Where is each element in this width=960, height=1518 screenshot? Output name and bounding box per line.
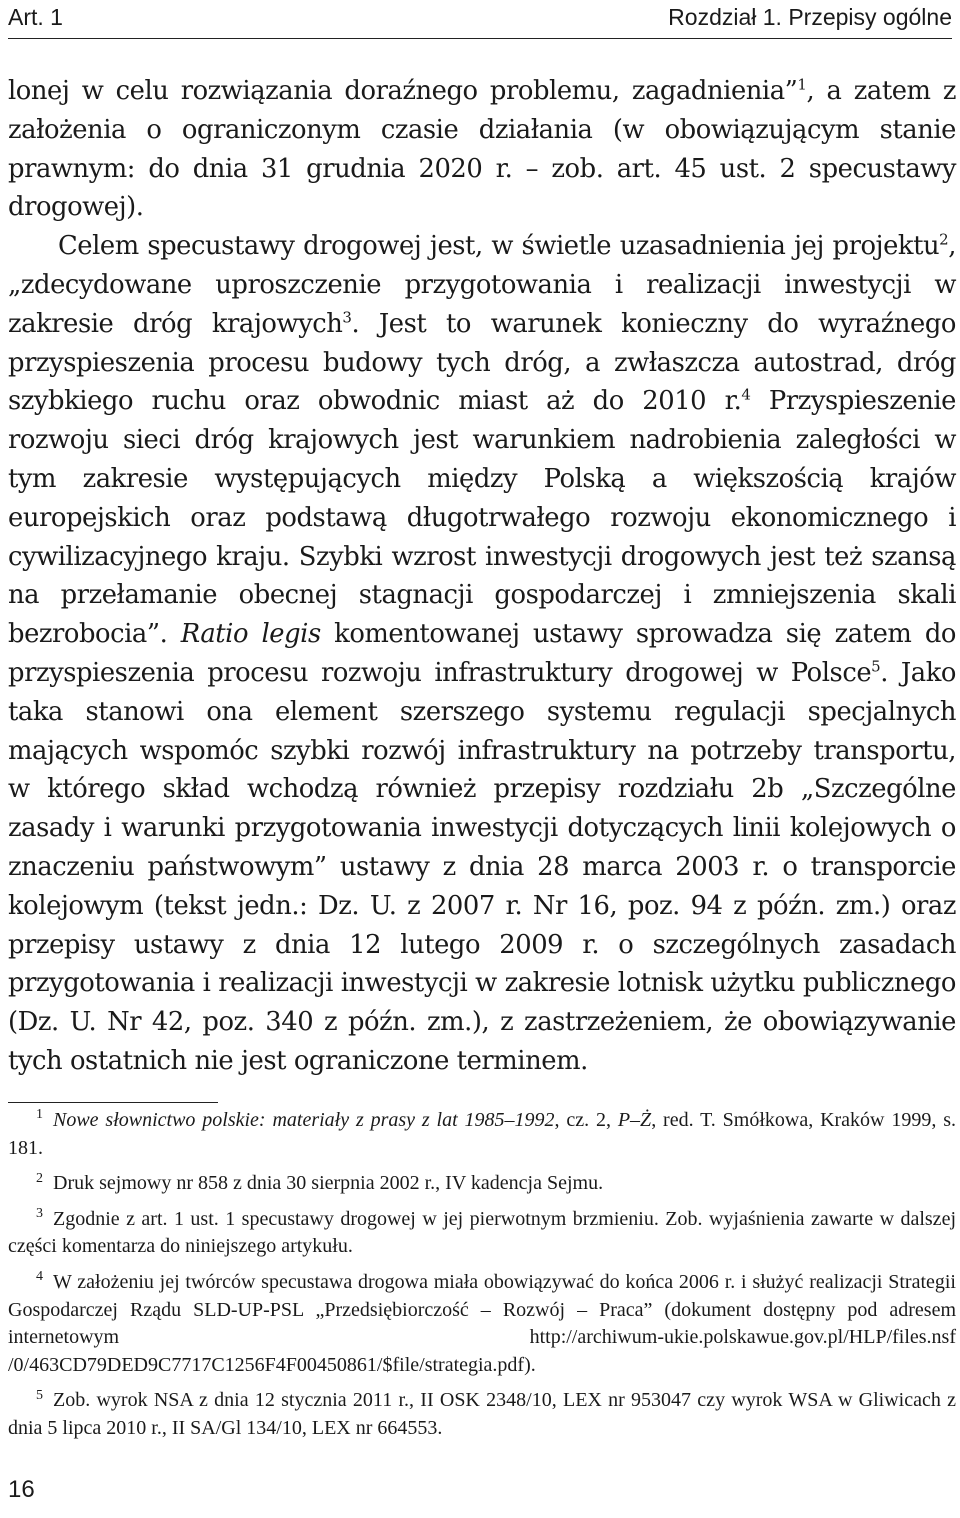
footnote-divider	[8, 1102, 218, 1103]
footnote-1: $^1$ Nowe słownictwo polskie: materiały z prasy z lat 1985–1992, cz. 2, P–Ż, red. T. Smółkowa, Kraków 1999, s. 181.	[8, 1107, 956, 1159]
running-header	[8, 0, 952, 39]
footnote-ref-1[interactable]: 1	[797, 75, 807, 94]
footnote-2: $^2$ Druk sejmowy nr 858 z dnia 30 sierpnia 2002 r., IV kadencja Sejmu.	[36, 1170, 604, 1195]
main-text	[8, 72, 956, 1081]
paragraph-2: Celem specustawy drogowej jest, w świetle uzasadnienia jej projektu$^2$, „zdecydowane uproszczenie przygotowania i realizacji inwestycji w zakresie dróg krajowych$^3$. Jest to warunek konieczny do wyraźnego przyspieszenia procesu budowy tych dróg, a zwłaszcza autostrad, dróg szybkiego ruchu oraz obwodnic miast aż do 2010 r.$^4$ Przyspieszenie rozwoju sieci dróg krajowych jest warunkiem nadrobienia zaległości w tym zakresie występujących między Polską a większością krajów europejskich oraz podstawą długotrwałego rozwoju ekonomicznego i cywilizacyjnego kraju. Szybki wzrost inwestycji drogowych jest też szansą na przełamanie obecnej stagnacji gospodarczej i zmniejszenia skali bezrobocia”. Ratio legis komentowanej ustawy sprowadza się zatem do przyspieszenia procesu rozwoju infrastruktury drogowej w Polsce$^5$. Jako taka stanowi ona element szerszego systemu regulacji specjalnych mających wspomóc szybki rozwój infrastruktury na potrzeby transportu, w którego skład wchodzą również przepisy rozdziału 2b „Szczególne zasady i warunki przygotowania inwestycji dotyczących linii kolejowych o znaczeniu państwowym” ustawy z dnia 28 marca 2003 r. o transporcie kolejowym (tekst jedn.: Dz. U. z 2007 r. Nr 16, poz. 94 z późn. zm.) oraz przepisy ustawy z dnia 12 lutego 2009 r. o szczególnych zasadach przygotowania i realizacji inwestycji w zakresie lotnisk użytku publicznego (Dz. U. Nr 42, poz. 340 z późn. zm.), z zastrzeżeniem, że obowiązywanie tych ostatnich nie jest ograniczone terminem.	[8, 230, 956, 1076]
footnote-ref-4[interactable]: 4	[741, 385, 751, 404]
footnote-5: $^5$ Zob. wyrok NSA z dnia 12 stycznia 2011 r., II OSK 2348/10, LEX nr 953047 czy wyrok WSA w Gliwicach z dnia 5 lipca 2010 r., II SA/Gl 134/10, LEX nr 664553.	[8, 1387, 956, 1439]
footnote-ref-2[interactable]: 2	[939, 230, 949, 249]
footnotes	[8, 1107, 956, 1451]
header-article: Art. 1	[8, 4, 63, 30]
footnote-4: $^4$ W założeniu jej twórców specustawa drogowa miała obowiązywać do końca 2006 r. i służyć realizacji Strategii Gospodarczej Rządu SLD-UP-PSL „Przedsiębiorczość – Rozwój – Praca” (dokument dostępny pod adresem internetowym http://archiwum-ukie.polskawue.gov.pl/HLP/files.nsf /0/463CD79DED9C7717C1256F4F00450861/$file/strategia.pdf).	[8, 1269, 956, 1376]
footnote-3: $^3$ Zgodnie z art. 1 ust. 1 specustawy drogowej w jej pierwotnym brzmieniu. Zob. wyjaśnienia zawarte w dalszej części komentarza do niniejszego artykułu.	[8, 1206, 956, 1258]
paragraph-1: lonej w celu rozwiązania doraźnego problemu, zagadnienia”$^1$, a zatem z założenia o ograniczonym czasie działania (w obowiązującym stanie prawnym: do dnia 31 grudnia 2020 r. – zob. art. 45 ust. 2 specustawy drogowej).	[8, 75, 956, 223]
footnote-ref-5[interactable]: 5	[871, 657, 881, 676]
ratio-legis: Ratio legis	[180, 619, 321, 650]
footnote-ref-3[interactable]: 3	[342, 308, 352, 327]
page-number: 16	[8, 1476, 35, 1503]
header-chapter: Rozdział 1. Przepisy ogólne	[668, 4, 952, 30]
